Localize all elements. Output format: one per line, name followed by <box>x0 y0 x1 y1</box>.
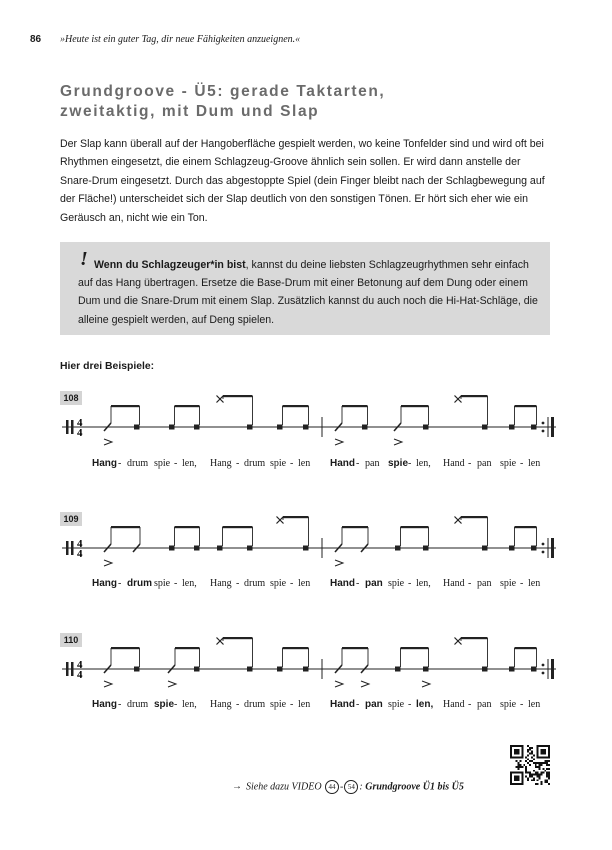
repeat-dot <box>542 664 545 667</box>
note-head <box>395 667 401 672</box>
qr-module <box>525 775 527 777</box>
qr-module <box>533 774 535 776</box>
qr-module <box>520 760 522 762</box>
qr-module <box>527 762 529 764</box>
qr-module <box>537 772 539 774</box>
qr-module <box>529 775 531 777</box>
qr-module <box>520 764 522 766</box>
example-number-110: 110 <box>60 633 82 647</box>
qr-module <box>529 760 531 762</box>
lyric-syllable: Hang <box>92 458 117 469</box>
qr-module <box>531 753 533 755</box>
lyric-syllable: - <box>290 578 294 589</box>
lyric-syllable: drum <box>244 458 266 469</box>
beam <box>223 526 253 528</box>
lyric-syllable: Hand <box>443 458 465 469</box>
qr-module <box>525 772 527 774</box>
qr-module <box>523 764 525 766</box>
qr-module <box>542 762 544 764</box>
lyric-syllable: - <box>118 578 122 589</box>
percussion-clef-left <box>66 420 69 434</box>
tip-text <box>78 256 544 329</box>
note-head <box>423 425 429 430</box>
accent-mark <box>335 681 343 687</box>
example-number-108: 108 <box>60 391 82 405</box>
qr-module <box>539 768 541 770</box>
lyric-syllable: pan <box>365 578 383 589</box>
qr-module <box>548 777 550 779</box>
repeat-thick-line <box>551 417 554 437</box>
lyric-syllable: - <box>174 458 178 469</box>
qr-module <box>546 774 548 776</box>
lyric-syllable: len <box>528 578 541 589</box>
qr-module <box>537 762 539 764</box>
qr-module <box>548 775 550 777</box>
qr-module <box>533 758 535 760</box>
qr-module <box>539 764 541 766</box>
note-head <box>423 546 429 551</box>
qr-module <box>544 770 546 772</box>
note-head <box>482 667 488 672</box>
qr-module <box>539 774 541 776</box>
lyric-syllable: spie <box>500 458 517 469</box>
qr-module <box>533 777 535 779</box>
qr-module <box>537 779 539 781</box>
repeat-dot <box>542 672 545 675</box>
lyric-syllable: spie <box>388 458 409 469</box>
qr-module <box>546 762 548 764</box>
lyric-syllable: Hand <box>330 458 355 469</box>
lyric-syllable: - <box>236 578 240 589</box>
accent-mark <box>104 439 112 445</box>
lyric-syllable: pan <box>477 458 492 469</box>
beam <box>401 405 429 407</box>
qr-module <box>527 755 529 757</box>
lyric-syllable: pan <box>477 578 492 589</box>
qr-module <box>529 753 531 755</box>
qr-module <box>525 770 527 772</box>
qr-module <box>544 779 546 781</box>
beam <box>401 647 429 649</box>
qr-module <box>544 762 546 764</box>
qr-module <box>533 770 535 772</box>
lyric-syllable: len, <box>182 699 197 710</box>
repeat-thick-line <box>551 659 554 679</box>
note-head <box>134 667 140 672</box>
beam <box>515 526 537 528</box>
lyric-syllable: pan <box>365 458 380 469</box>
note-head <box>303 425 309 430</box>
note-head <box>423 667 429 672</box>
lyric-syllable: drum <box>127 699 149 710</box>
note-head <box>303 667 309 672</box>
qr-module <box>540 762 542 764</box>
qr-module <box>531 756 533 758</box>
beam <box>461 395 488 397</box>
beam <box>342 647 368 649</box>
qr-module <box>529 749 531 751</box>
accent-mark <box>422 681 430 687</box>
beam <box>283 516 309 518</box>
beam <box>111 526 140 528</box>
running-head: »Heute ist ein guter Tag, dir neue Fähigkeiten anzueignen.« <box>60 34 301 45</box>
percussion-clef-right <box>71 541 74 555</box>
qr-module <box>527 751 529 753</box>
tip-bold-lead: Wenn du Schlagzeuger*in bist <box>94 259 246 271</box>
examples-label: Hier drei Beispiele: <box>60 361 155 372</box>
qr-module <box>525 766 527 768</box>
beam <box>111 647 140 649</box>
qr-module <box>546 772 548 774</box>
lyric-syllable: len, <box>182 578 197 589</box>
time-signature-bottom: 4 <box>77 669 83 681</box>
note-head <box>509 667 515 672</box>
lyric-syllable: - <box>520 458 524 469</box>
percussion-clef-right <box>71 662 74 676</box>
qr-module <box>531 779 533 781</box>
qr-module <box>548 760 550 762</box>
lyric-syllable: len <box>528 699 541 710</box>
beam <box>175 526 200 528</box>
rhythm-staff-108 <box>60 395 560 455</box>
qr-module <box>542 768 544 770</box>
video-title: Grundgroove Ü1 bis Ü5 <box>365 781 464 793</box>
beam <box>175 405 200 407</box>
qr-module <box>529 774 531 776</box>
qr-module <box>516 766 518 768</box>
qr-module <box>527 777 529 779</box>
lyric-syllable: drum <box>127 458 149 469</box>
qr-module <box>527 745 529 747</box>
qr-module <box>537 774 539 776</box>
qr-module <box>540 772 542 774</box>
qr-module <box>533 755 535 757</box>
video-badge-end: 54 <box>344 780 358 794</box>
lyric-syllable: - <box>118 458 122 469</box>
beam <box>111 405 140 407</box>
lyric-syllable: Hang <box>92 578 117 589</box>
qr-module <box>546 781 548 783</box>
lyric-syllable: - <box>408 578 412 589</box>
lyric-syllable: Hand <box>443 699 465 710</box>
accent-mark <box>361 681 369 687</box>
time-signature-top: 4 <box>77 417 83 429</box>
qr-module <box>521 766 523 768</box>
qr-module <box>516 760 518 762</box>
beam <box>342 526 368 528</box>
qr-module <box>539 762 541 764</box>
qr-module <box>548 774 550 776</box>
qr-module <box>533 762 535 764</box>
qr-module <box>529 764 531 766</box>
lyric-syllable: - <box>356 578 360 589</box>
time-signature-bottom: 4 <box>77 548 83 560</box>
lyric-syllable: Hang <box>210 458 232 469</box>
body-paragraph: Der Slap kann überall auf der Hangoberfläche gespielt werden, wo keine Tonfelder sind und wird oft bei Rhythmen eingesetzt, die einem Schlagzeug-Groove ähnlich sein sollen. Er wird dann anstelle der Snare-Drum eingesetzt. Durch das abgestoppte Spiel (dein Finger bleibt nach der Schlagbewegung auf der Fläche!) unterscheidet sich der Slap deutlich von den sonstigen Tönen. Er hört sich eher wie ein Geräusch an, nicht wie ein Ton. <box>60 138 545 224</box>
lyric-syllable: - <box>236 458 240 469</box>
qr-module <box>539 766 541 768</box>
page-number: 86 <box>30 34 42 45</box>
qr-module <box>548 783 550 785</box>
qr-module <box>544 760 546 762</box>
accent-mark <box>104 681 112 687</box>
qr-code-icon <box>510 745 550 785</box>
qr-module <box>548 764 550 766</box>
note-head <box>194 667 200 672</box>
exclamation-icon: ! <box>80 248 88 270</box>
qr-module <box>537 766 539 768</box>
beam <box>515 647 537 649</box>
note-head <box>217 546 223 551</box>
lyric-syllable: - <box>520 699 524 710</box>
lyric-syllable: - <box>468 699 472 710</box>
video-badge-start: 44 <box>325 780 339 794</box>
lyric-syllable: Hand <box>443 578 465 589</box>
beam <box>401 526 429 528</box>
qr-module <box>539 777 541 779</box>
lyric-syllable: spie <box>270 699 287 710</box>
beam <box>461 637 488 639</box>
note-head <box>303 546 309 551</box>
beam <box>223 395 253 397</box>
qr-module <box>537 783 539 785</box>
qr-module <box>518 768 520 770</box>
qr-module <box>535 783 537 785</box>
qr-module <box>531 774 533 776</box>
note-head <box>531 546 537 551</box>
lyric-syllable: - <box>290 458 294 469</box>
qr-module <box>548 772 550 774</box>
lyric-syllable: drum <box>244 578 266 589</box>
note-head <box>277 425 283 430</box>
lyric-syllable: pan <box>477 699 492 710</box>
qr-module <box>527 779 529 781</box>
note-head <box>169 425 175 430</box>
qr-module <box>525 768 527 770</box>
lyrics-108 <box>92 458 552 472</box>
qr-finder-core <box>540 749 546 755</box>
repeat-dot <box>542 422 545 425</box>
note-head <box>134 425 140 430</box>
qr-module <box>539 775 541 777</box>
lyric-syllable: Hand <box>330 578 355 589</box>
qr-module <box>525 756 527 758</box>
lyric-syllable: spie <box>154 699 175 710</box>
time-signature-top: 4 <box>77 659 83 671</box>
qr-module <box>546 760 548 762</box>
qr-module <box>529 747 531 749</box>
lyric-syllable: drum <box>127 578 152 589</box>
tip-box <box>60 242 550 335</box>
beam <box>283 405 309 407</box>
qr-module <box>544 781 546 783</box>
note-head <box>531 425 537 430</box>
qr-module <box>540 774 542 776</box>
video-colon: : <box>359 781 363 793</box>
qr-module <box>535 766 537 768</box>
qr-module <box>548 768 550 770</box>
video-reference <box>232 780 464 794</box>
note-head <box>531 667 537 672</box>
lyric-syllable: spie <box>388 699 405 710</box>
qr-module <box>527 749 529 751</box>
qr-module <box>525 760 527 762</box>
lyric-syllable: - <box>408 458 412 469</box>
qr-module <box>518 766 520 768</box>
qr-module <box>531 760 533 762</box>
lyric-syllable: pan <box>365 699 383 710</box>
note-head <box>247 667 253 672</box>
lyric-syllable: Hang <box>92 699 117 710</box>
rhythm-staff-109 <box>60 516 560 576</box>
lyric-syllable: len <box>528 458 541 469</box>
accent-mark <box>104 560 112 566</box>
video-range-dash: - <box>340 781 344 793</box>
lyric-syllable: - <box>408 699 412 710</box>
qr-module <box>546 768 548 770</box>
lyric-syllable: Hand <box>330 699 355 710</box>
lyric-syllable: spie <box>154 458 171 469</box>
lyric-syllable: spie <box>154 578 171 589</box>
qr-module <box>533 779 535 781</box>
lyric-syllable: - <box>174 578 178 589</box>
lyric-syllable: - <box>520 578 524 589</box>
qr-module <box>531 747 533 749</box>
qr-module <box>546 764 548 766</box>
lyric-syllable: len, <box>416 458 431 469</box>
note-head <box>482 425 488 430</box>
beam <box>223 637 253 639</box>
beam <box>175 647 200 649</box>
qr-module <box>535 774 537 776</box>
lyric-syllable: - <box>356 458 360 469</box>
lyric-syllable: Hang <box>210 699 232 710</box>
lyric-syllable: - <box>174 699 178 710</box>
example-number-109: 109 <box>60 512 82 526</box>
lyric-syllable: - <box>290 699 294 710</box>
repeat-dot <box>542 430 545 433</box>
note-head <box>509 425 515 430</box>
rhythm-staff-110 <box>60 637 560 697</box>
time-signature-top: 4 <box>77 538 83 550</box>
accent-mark <box>394 439 402 445</box>
time-signature-bottom: 4 <box>77 427 83 439</box>
accent-mark <box>168 681 176 687</box>
note-head <box>509 546 515 551</box>
percussion-clef-right <box>71 420 74 434</box>
percussion-clef-left <box>66 662 69 676</box>
lyric-syllable: spie <box>388 578 405 589</box>
lyric-syllable: - <box>356 699 360 710</box>
lyric-syllable: Hang <box>210 578 232 589</box>
accent-mark <box>335 439 343 445</box>
note-head <box>194 425 200 430</box>
lyric-syllable: spie <box>500 578 517 589</box>
section-heading <box>60 82 560 122</box>
qr-module <box>535 764 537 766</box>
qr-module <box>527 758 529 760</box>
qr-module <box>546 775 548 777</box>
arrow-right-icon: → <box>232 781 242 793</box>
note-head <box>395 546 401 551</box>
lyric-syllable: spie <box>270 458 287 469</box>
note-head <box>247 546 253 551</box>
lyric-syllable: len, <box>416 578 431 589</box>
lyric-syllable: - <box>118 699 122 710</box>
qr-module <box>540 764 542 766</box>
percussion-clef-left <box>66 541 69 555</box>
qr-module <box>527 772 529 774</box>
lyric-syllable: len <box>298 458 311 469</box>
qr-finder-core <box>514 749 520 755</box>
beam <box>283 647 309 649</box>
repeat-dot <box>542 551 545 554</box>
qr-module <box>518 764 520 766</box>
lyric-syllable: spie <box>270 578 287 589</box>
beam <box>342 405 368 407</box>
qr-module <box>535 772 537 774</box>
note-head <box>194 546 200 551</box>
beam <box>515 405 537 407</box>
repeat-dot <box>542 543 545 546</box>
note-head <box>482 546 488 551</box>
qr-module <box>540 781 542 783</box>
qr-module <box>520 766 522 768</box>
lyric-syllable: len <box>298 699 311 710</box>
lyrics-109 <box>92 578 552 592</box>
lyrics-110 <box>92 699 552 713</box>
accent-mark <box>335 560 343 566</box>
note-head <box>247 425 253 430</box>
qr-module <box>546 779 548 781</box>
note-head <box>362 425 368 430</box>
lyric-syllable: spie <box>500 699 517 710</box>
qr-module <box>537 775 539 777</box>
lyric-syllable: - <box>468 578 472 589</box>
heading-line-2: zweitaktig, mit Dum und Slap <box>60 103 320 120</box>
qr-module <box>529 772 531 774</box>
note-head <box>169 546 175 551</box>
repeat-thick-line <box>551 538 554 558</box>
heading-line-1: Grundgroove - Ü5: gerade Taktarten, <box>60 83 386 100</box>
lyric-syllable: - <box>236 699 240 710</box>
qr-module <box>535 762 537 764</box>
qr-module <box>542 772 544 774</box>
lyric-syllable: - <box>468 458 472 469</box>
tip-body: , kannst du deine liebsten Schlagzeugrhythmen sehr einfach auf das Hang übertragen. Ersetze die Base-Drum mit einer Betonung auf dem Dung oder einem Dum und die Snare-Drum mit einem Slap. Zusätzlich kannst du auch noch die Hi-Hat-Schläge, die alleine gespielt werden, auf Deng spielen. <box>78 259 538 326</box>
video-prefix: Siehe dazu VIDEO <box>246 781 322 793</box>
beam <box>461 516 488 518</box>
lyric-syllable: drum <box>244 699 266 710</box>
qr-module <box>540 783 542 785</box>
qr-module <box>531 775 533 777</box>
qr-module <box>531 751 533 753</box>
lyric-syllable: len, <box>182 458 197 469</box>
lyric-syllable: len, <box>416 699 434 710</box>
qr-module <box>518 762 520 764</box>
qr-finder-core <box>514 775 520 781</box>
lyric-syllable: len <box>298 578 311 589</box>
note-head <box>277 667 283 672</box>
